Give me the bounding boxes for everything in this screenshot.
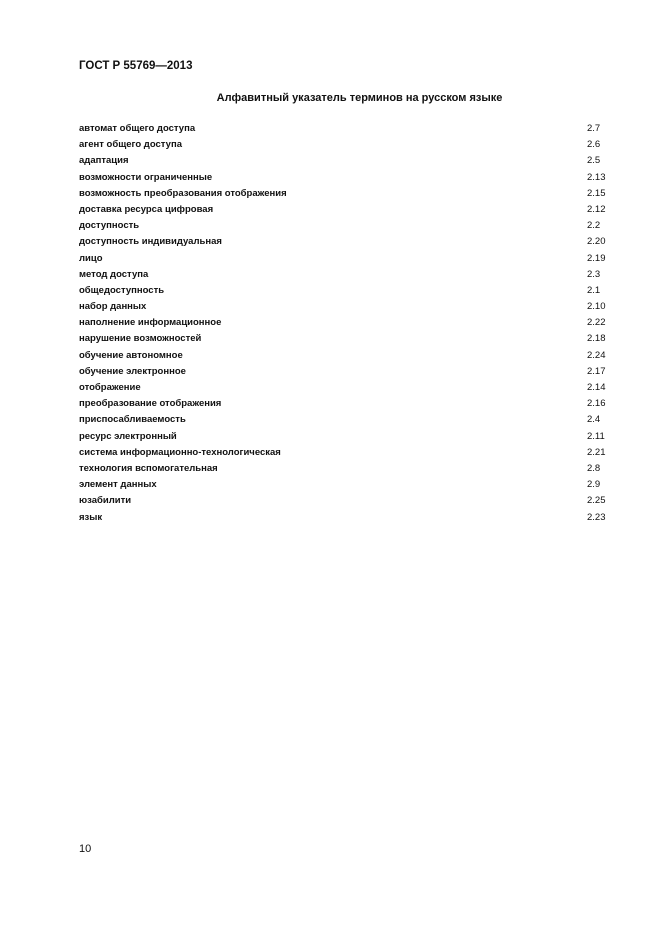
entry-ref: 2.1 bbox=[587, 284, 601, 296]
index-entry bbox=[79, 364, 607, 380]
entry-term: приспосабливаемость bbox=[79, 414, 186, 426]
page-title: Алфавитный указатель терминов на русском языке bbox=[216, 92, 503, 104]
entry-term: возможности ограниченные bbox=[79, 171, 213, 183]
entry-ref: 2.11 bbox=[587, 430, 605, 442]
entry-ref: 2.18 bbox=[587, 333, 606, 345]
index-entry bbox=[79, 251, 607, 267]
entry-term: обучение электронное bbox=[79, 365, 186, 377]
index-entry bbox=[79, 186, 607, 202]
entry-ref: 2.3 bbox=[587, 268, 601, 280]
entry-ref: 2.22 bbox=[587, 317, 606, 329]
entry-term: возможность преобразования отображения bbox=[79, 187, 287, 199]
index-entry bbox=[79, 331, 607, 347]
entry-term: общедоступность bbox=[79, 284, 165, 296]
entry-ref: 2.8 bbox=[587, 462, 601, 474]
index-entry bbox=[79, 380, 607, 396]
entry-term: набор данных bbox=[79, 301, 147, 313]
index-entry bbox=[79, 218, 607, 234]
entry-term: метод доступа bbox=[79, 268, 149, 280]
index-entry bbox=[79, 153, 607, 169]
entry-ref: 2.7 bbox=[587, 123, 601, 134]
entry-ref: 2.2 bbox=[587, 220, 601, 232]
entry-ref: 2.6 bbox=[587, 139, 601, 151]
entry-term: система информационно-технологическая bbox=[79, 446, 281, 458]
index-entry bbox=[79, 315, 607, 331]
entry-term: юзабилити bbox=[79, 495, 132, 507]
entry-ref: 2.17 bbox=[587, 365, 606, 377]
entry-term: нарушение возможностей bbox=[79, 333, 202, 345]
entry-ref: 2.15 bbox=[587, 187, 606, 199]
entry-term: доступность индивидуальная bbox=[79, 236, 222, 248]
entry-ref: 2.16 bbox=[587, 398, 606, 410]
entry-term: обучение автономное bbox=[79, 349, 183, 361]
index-entry bbox=[79, 510, 607, 526]
index-entry bbox=[79, 396, 607, 412]
entry-ref: 2.19 bbox=[587, 252, 606, 264]
entry-ref: 2.12 bbox=[587, 203, 606, 215]
index-entry bbox=[79, 477, 607, 493]
index-entry bbox=[79, 267, 607, 283]
term-index bbox=[79, 121, 607, 526]
page-number: 10 bbox=[79, 843, 92, 855]
entry-term: язык bbox=[79, 511, 103, 523]
entry-ref: 2.23 bbox=[587, 511, 606, 523]
entry-term: лицо bbox=[79, 252, 103, 264]
entry-ref: 2.25 bbox=[587, 495, 606, 507]
entry-ref: 2.21 bbox=[587, 446, 606, 458]
index-entry bbox=[79, 170, 607, 186]
entry-ref: 2.9 bbox=[587, 479, 601, 491]
entry-ref: 2.13 bbox=[587, 171, 606, 183]
entry-term: ресурс электронный bbox=[79, 430, 177, 442]
entry-ref: 2.20 bbox=[587, 236, 606, 248]
entry-term: автомат общего доступа bbox=[79, 123, 196, 134]
index-entry bbox=[79, 234, 607, 250]
entry-term: адаптация bbox=[79, 155, 129, 167]
entry-term: доступность bbox=[79, 220, 140, 232]
index-entry bbox=[79, 412, 607, 428]
entry-ref: 2.5 bbox=[587, 155, 601, 167]
entry-term: технология вспомогательная bbox=[79, 462, 218, 474]
index-entry bbox=[79, 429, 607, 445]
entry-term: доставка ресурса цифровая bbox=[79, 203, 214, 215]
entry-ref: 2.10 bbox=[587, 301, 606, 313]
index-entry bbox=[79, 137, 607, 153]
entry-ref: 2.4 bbox=[587, 414, 601, 426]
index-entry bbox=[79, 348, 607, 364]
entry-term: отображение bbox=[79, 382, 141, 393]
index-entry bbox=[79, 445, 607, 461]
entry-term: преобразование отображения bbox=[79, 398, 222, 410]
entry-ref: 2.24 bbox=[587, 349, 606, 361]
index-entry bbox=[79, 202, 607, 218]
index-entry bbox=[79, 121, 607, 137]
index-entry bbox=[79, 283, 607, 299]
entry-term: агент общего доступа bbox=[79, 139, 182, 151]
index-entry bbox=[79, 461, 607, 477]
document-header: ГОСТ Р 55769—2013 bbox=[79, 60, 193, 72]
entry-term: наполнение информационное bbox=[79, 317, 222, 329]
entry-term: элемент данных bbox=[79, 479, 157, 491]
entry-ref: 2.14 bbox=[587, 382, 606, 393]
index-entry bbox=[79, 299, 607, 315]
index-entry bbox=[79, 493, 607, 509]
